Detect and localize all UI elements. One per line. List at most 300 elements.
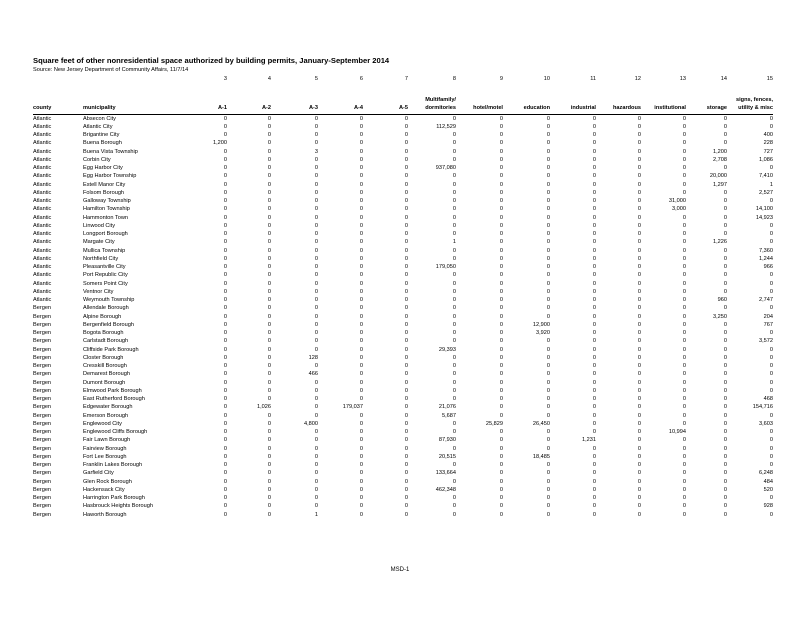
value-cell: 0 [546,305,550,312]
county-cell: Bergen [33,338,52,345]
value-cell: 0 [637,503,641,510]
value-cell: 0 [223,470,227,477]
column-number: 3 [223,76,227,82]
value-cell: 0 [223,132,227,138]
value-cell: 0 [592,313,596,320]
value-cell: 3,250 [713,313,727,320]
value-cell: 0 [499,462,503,468]
value-cell: 0 [404,214,408,221]
value-cell: 0 [223,429,227,435]
value-cell: 0 [223,453,227,460]
municipality-cell: Ventnor City [83,288,114,295]
value-cell: 0 [223,321,227,328]
value-cell: 0 [314,486,318,493]
value-cell: 0 [359,511,363,518]
value-cell: 0 [592,222,596,229]
county-cell: Bergen [33,478,52,485]
table-row [33,156,773,164]
value-cell: 0 [637,321,641,328]
value-cell: 0 [452,132,456,138]
municipality-cell: Alpine Borough [83,313,122,320]
column-number: 13 [679,76,686,82]
value-cell: 0 [723,165,727,171]
value-cell: 0 [359,231,363,237]
value-cell: 21,076 [438,404,456,411]
value-cell: 0 [404,231,408,237]
value-cell: 0 [267,396,271,402]
value-cell: 0 [314,280,318,287]
table-body [33,114,773,519]
column-number: 11 [590,76,596,82]
municipality-cell: Haworth Borough [83,511,127,518]
value-cell: 0 [769,511,773,518]
value-cell: 0 [452,231,456,237]
value-cell: 0 [452,189,456,196]
value-cell: 0 [637,165,641,171]
municipality-cell: Bogota Borough [83,330,124,336]
value-cell: 0 [682,140,686,147]
county-cell: Atlantic [33,181,52,188]
value-cell: 0 [546,181,550,188]
value-cell: 0 [359,156,363,163]
county-cell: Bergen [33,354,52,361]
value-cell: 0 [267,247,271,254]
value-cell: 0 [682,453,686,460]
column-number: 14 [720,76,727,82]
municipality-cell: Estell Manor City [83,181,126,188]
header-row-top [33,96,773,104]
value-cell: 0 [723,478,727,485]
value-cell: 0 [267,420,271,427]
value-cell: 12,900 [532,321,550,328]
value-cell: 0 [404,181,408,188]
value-cell: 0 [267,445,271,452]
value-cell: 0 [682,305,686,312]
table-row [33,486,773,494]
value-cell: 29,393 [438,346,456,353]
value-cell: 0 [359,305,363,312]
value-cell: 0 [592,429,596,435]
value-cell: 0 [723,198,727,204]
value-cell: 0 [592,420,596,427]
value-cell: 0 [404,247,408,254]
value-cell: 0 [637,437,641,444]
value-cell: 0 [682,272,686,279]
value-cell: 0 [592,511,596,518]
value-cell: 0 [452,503,456,510]
value-cell: 0 [592,495,596,501]
value-cell: 0 [637,214,641,221]
value-cell: 0 [592,363,596,369]
value-cell: 0 [359,148,363,155]
value-cell: 0 [223,387,227,394]
multifamily-header-line1: Multifamily/ [425,97,456,104]
value-cell: 0 [592,115,596,122]
value-cell: 0 [223,181,227,188]
value-cell: 0 [404,297,408,303]
value-cell: 0 [359,181,363,188]
value-cell: 0 [499,181,503,188]
value-cell: 0 [499,511,503,518]
value-cell: 0 [404,412,408,419]
report-title: Square feet of other nonresidential space authorized by building permits, January-September 2014 [33,56,390,65]
value-cell: 0 [404,239,408,246]
value-cell: 0 [592,181,596,188]
value-cell: 2,747 [759,297,773,303]
value-cell: 0 [404,478,408,485]
permits-table [33,74,773,519]
value-cell: 204 [763,313,773,320]
value-cell: 0 [682,288,686,295]
value-cell: 3 [314,148,318,155]
value-cell: 0 [682,156,686,163]
value-cell: 0 [682,264,686,270]
county-cell: Atlantic [33,173,52,180]
table-row [33,263,773,271]
value-cell: 0 [723,495,727,501]
value-cell: 0 [267,264,271,270]
value-cell: 0 [682,297,686,303]
value-cell: 0 [452,462,456,468]
value-cell: 3,000 [672,206,686,213]
table-row [33,255,773,263]
column-number: 10 [543,76,550,82]
value-cell: 0 [592,255,596,262]
value-cell: 0 [223,156,227,163]
value-cell: 0 [223,478,227,485]
value-cell: 0 [499,453,503,460]
value-cell: 0 [452,247,456,254]
value-cell: 0 [404,222,408,229]
value-cell: 0 [223,511,227,518]
value-cell: 0 [682,148,686,155]
value-cell: 0 [769,412,773,419]
value-cell: 0 [267,379,271,386]
municipality-header: municipality [83,104,175,114]
value-cell: 0 [359,379,363,386]
value-cell: 0 [723,222,727,229]
value-cell: 0 [592,247,596,254]
value-cell: 0 [359,354,363,361]
value-cell: 0 [267,453,271,460]
value-cell: 0 [546,445,550,452]
value-cell: 0 [682,132,686,138]
value-cell: 0 [452,173,456,180]
value-cell: 0 [452,420,456,427]
table-row [33,205,773,213]
value-cell: 0 [546,404,550,411]
a2-header: A-2 [227,104,271,114]
county-cell: Bergen [33,437,52,444]
value-cell: 0 [223,462,227,468]
value-cell: 0 [404,363,408,369]
value-cell: 0 [404,445,408,452]
value-cell: 462,348 [435,486,456,493]
value-cell: 0 [404,173,408,180]
county-cell: Atlantic [33,189,52,196]
value-cell: 0 [592,321,596,328]
value-cell: 0 [452,429,456,435]
value-cell: 0 [314,453,318,460]
value-cell: 0 [267,297,271,303]
table-row [33,469,773,477]
value-cell: 0 [359,503,363,510]
table-row [33,114,773,123]
value-cell: 0 [267,115,271,122]
value-cell: 0 [637,231,641,237]
value-cell: 0 [637,132,641,138]
value-cell: 0 [267,346,271,353]
value-cell: 0 [359,239,363,246]
value-cell: 0 [592,123,596,130]
value-cell: 0 [223,247,227,254]
value-cell: 0 [592,404,596,411]
value-cell: 0 [267,305,271,312]
municipality-cell: Longport Borough [83,231,128,237]
value-cell: 466 [308,371,318,378]
value-cell: 0 [592,396,596,402]
value-cell: 0 [682,181,686,188]
value-cell: 0 [592,198,596,204]
value-cell: 0 [314,313,318,320]
value-cell: 0 [404,495,408,501]
table-row [33,222,773,230]
value-cell: 0 [592,280,596,287]
table-row [33,148,773,156]
value-cell: 0 [499,272,503,279]
municipality-cell: Mullica Township [83,247,126,254]
value-cell: 0 [592,297,596,303]
value-cell: 0 [723,206,727,213]
value-cell: 0 [404,503,408,510]
value-cell: 520 [763,486,773,493]
value-cell: 0 [499,503,503,510]
value-cell: 0 [267,478,271,485]
value-cell: 0 [499,255,503,262]
value-cell: 0 [359,288,363,295]
value-cell: 1,297 [713,181,727,188]
value-cell: 0 [404,338,408,345]
value-cell: 0 [723,462,727,468]
county-cell: Bergen [33,387,52,394]
county-cell: Bergen [33,404,52,411]
municipality-cell: Franklin Lakes Borough [83,462,143,468]
value-cell: 0 [404,396,408,402]
value-cell: 0 [404,132,408,138]
county-cell: Atlantic [33,198,52,204]
value-cell: 0 [314,206,318,213]
education-header: education [503,104,550,114]
value-cell: 0 [499,264,503,270]
value-cell: 0 [546,437,550,444]
value-cell: 0 [682,239,686,246]
value-cell: 112,529 [436,123,456,130]
value-cell: 0 [723,445,727,452]
value-cell: 0 [637,115,641,122]
value-cell: 0 [546,132,550,138]
value-cell: 0 [499,478,503,485]
value-cell: 1 [452,239,456,246]
municipality-cell: Demarest Borough [83,371,130,378]
value-cell: 0 [404,354,408,361]
value-cell: 0 [769,346,773,353]
value-cell: 0 [499,445,503,452]
table-row [33,362,773,370]
municipality-cell: Dumont Borough [83,379,126,386]
value-cell: 0 [682,231,686,237]
county-cell: Bergen [33,379,52,386]
value-cell: 0 [499,387,503,394]
value-cell: 0 [546,396,550,402]
value-cell: 0 [452,255,456,262]
value-cell: 0 [637,470,641,477]
value-cell: 0 [359,140,363,147]
county-cell: Bergen [33,495,52,501]
value-cell: 0 [314,264,318,270]
value-cell: 0 [546,272,550,279]
table-row [33,445,773,453]
value-cell: 0 [314,379,318,386]
value-cell: 0 [359,173,363,180]
value-cell: 0 [223,486,227,493]
value-cell: 5,687 [442,412,456,419]
value-cell: 0 [267,321,271,328]
value-cell: 0 [769,453,773,460]
value-cell: 0 [682,420,686,427]
value-cell: 0 [682,280,686,287]
value-cell: 0 [723,330,727,336]
a5-header: A-5 [363,104,408,114]
value-cell: 0 [637,206,641,213]
value-cell: 0 [637,511,641,518]
county-cell: Bergen [33,503,52,510]
value-cell: 0 [723,404,727,411]
value-cell: 0 [546,206,550,213]
value-cell: 0 [359,165,363,171]
value-cell: 0 [546,280,550,287]
industrial-header: industrial [550,104,596,114]
value-cell: 0 [223,173,227,180]
value-cell: 0 [769,305,773,312]
value-cell: 0 [223,404,227,411]
value-cell: 400 [763,132,773,138]
value-cell: 0 [682,462,686,468]
value-cell: 0 [404,189,408,196]
value-cell: 0 [723,503,727,510]
value-cell: 0 [592,470,596,477]
county-cell: Atlantic [33,206,52,213]
value-cell: 0 [223,346,227,353]
value-cell: 0 [223,379,227,386]
table-row [33,511,773,519]
value-cell: 0 [223,214,227,221]
value-cell: 0 [267,280,271,287]
value-cell: 0 [769,330,773,336]
value-cell: 133,664 [435,470,456,477]
value-cell: 0 [404,115,408,122]
value-cell: 0 [359,198,363,204]
value-cell: 0 [682,379,686,386]
page-footer: MSD-1 [390,567,410,573]
value-cell: 18,485 [532,453,550,460]
value-cell: 0 [637,148,641,155]
value-cell: 0 [452,206,456,213]
value-cell: 0 [499,486,503,493]
municipality-cell: Hammonton Town [83,214,128,221]
value-cell: 0 [359,247,363,254]
value-cell: 0 [223,313,227,320]
value-cell: 0 [723,189,727,196]
value-cell: 0 [592,387,596,394]
value-cell: 0 [404,272,408,279]
value-cell: 1,086 [759,156,773,163]
value-cell: 0 [637,453,641,460]
value-cell: 0 [223,305,227,312]
value-cell: 0 [267,330,271,336]
value-cell: 0 [452,379,456,386]
value-cell: 0 [452,354,456,361]
value-cell: 0 [769,198,773,204]
value-cell: 0 [267,189,271,196]
municipality-cell: Egg Harbor City [83,165,123,171]
value-cell: 0 [452,148,456,155]
value-cell: 0 [267,470,271,477]
county-cell: Atlantic [33,123,52,130]
county-cell: Atlantic [33,132,52,138]
value-cell: 0 [452,478,456,485]
value-cell: 0 [267,165,271,171]
municipality-cell: Carlstadt Borough [83,338,129,345]
municipality-cell: Emerson Borough [83,412,129,419]
value-cell: 0 [452,330,456,336]
value-cell: 0 [359,363,363,369]
municipality-cell: Somers Point City [83,280,128,287]
county-header: county [33,104,83,114]
value-cell: 0 [637,140,641,147]
value-cell: 0 [452,338,456,345]
value-cell: 0 [404,280,408,287]
value-cell: 0 [546,255,550,262]
county-cell: Atlantic [33,288,52,295]
value-cell: 0 [769,272,773,279]
value-cell: 0 [267,371,271,378]
value-cell: 0 [314,503,318,510]
value-cell: 0 [223,297,227,303]
value-cell: 966 [763,264,773,270]
value-cell: 7,360 [759,247,773,254]
value-cell: 0 [359,280,363,287]
value-cell: 0 [723,387,727,394]
value-cell: 0 [314,396,318,402]
value-cell: 0 [314,346,318,353]
value-cell: 0 [546,165,550,171]
county-cell: Atlantic [33,255,52,262]
value-cell: 0 [359,338,363,345]
value-cell: 0 [267,354,271,361]
value-cell: 0 [592,148,596,155]
value-cell: 0 [723,255,727,262]
value-cell: 0 [404,156,408,163]
value-cell: 484 [763,478,773,485]
municipality-cell: Northfield City [83,255,119,262]
value-cell: 0 [723,272,727,279]
value-cell: 1 [769,181,773,188]
value-cell: 0 [452,288,456,295]
value-cell: 0 [546,511,550,518]
municipality-cell: Brigantine City [83,132,120,138]
value-cell: 0 [314,173,318,180]
table-row [33,313,773,321]
